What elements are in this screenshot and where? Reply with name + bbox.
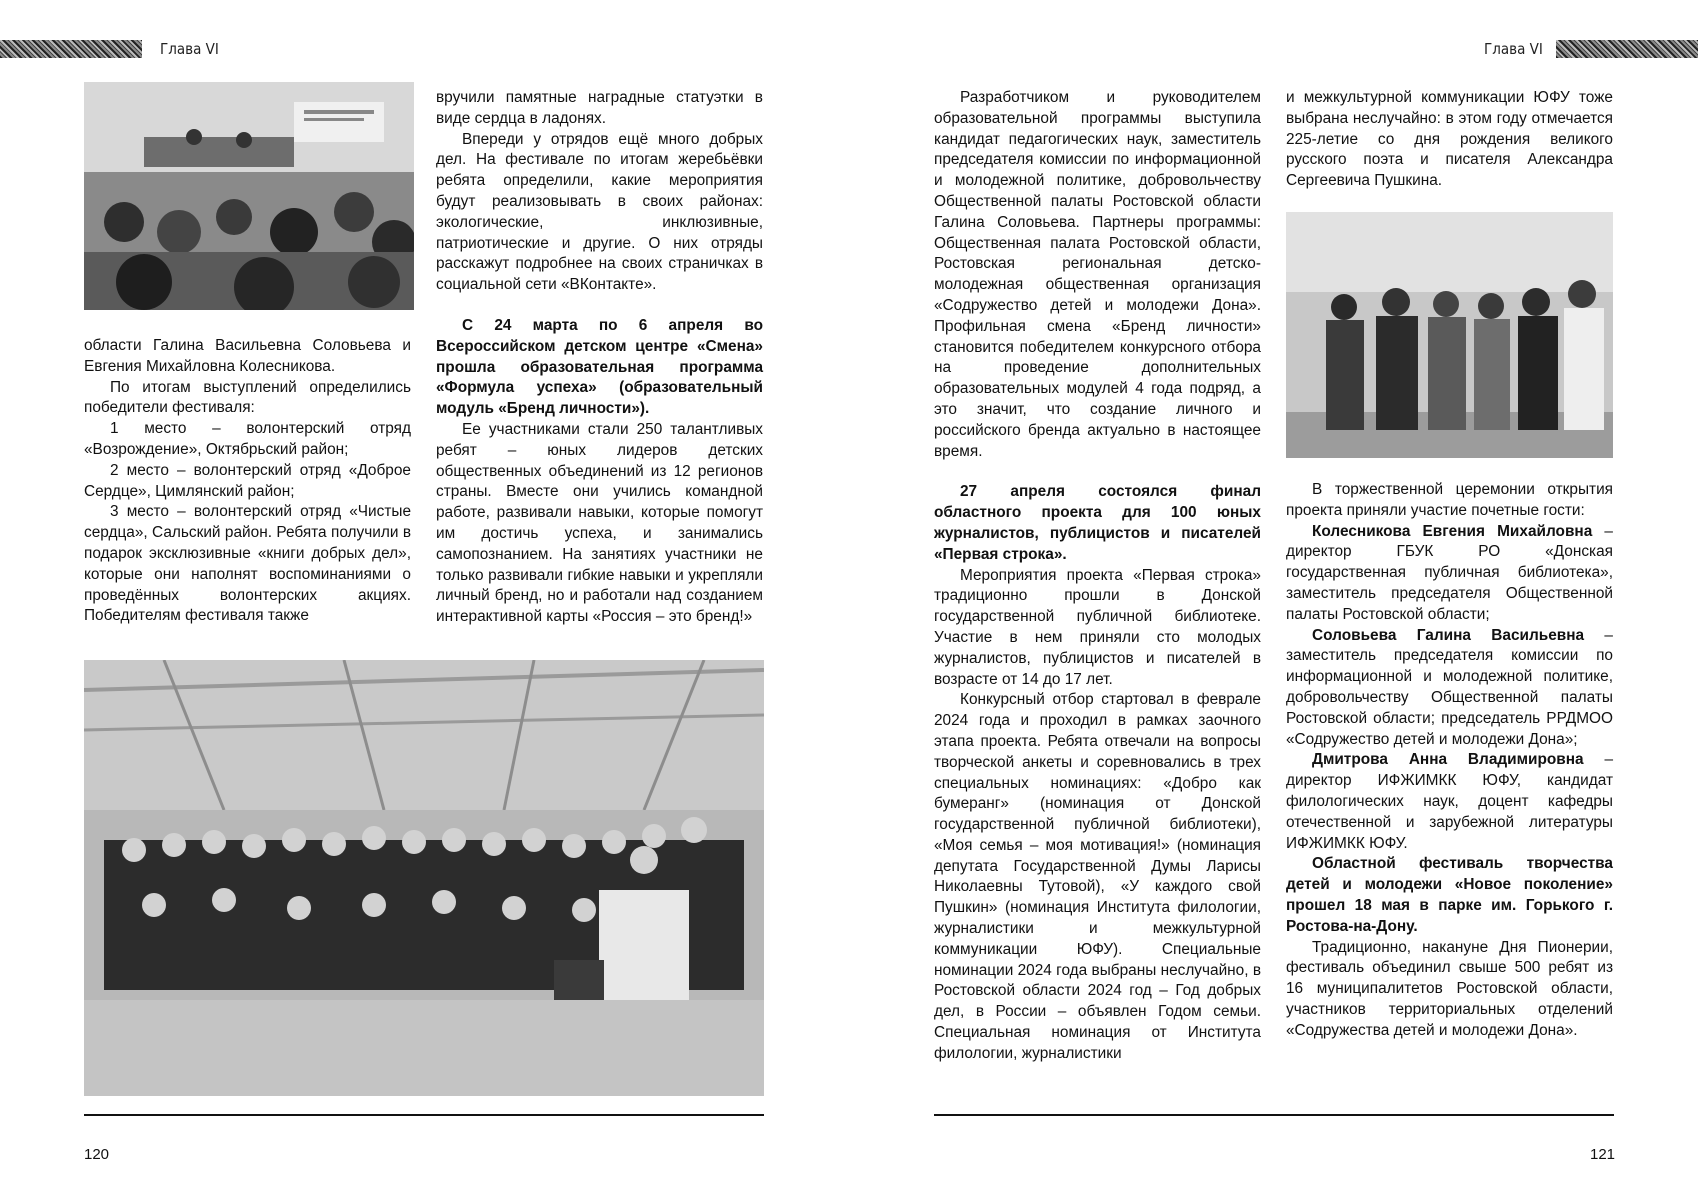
paragraph: области Галина Васильевна Соловьева и Евгения Михайловна Колесникова. [84, 337, 411, 375]
paragraph: вручили памятные наградные статуэтки в виде сердца в ладонях. [436, 89, 763, 127]
right-running-head: Глава VI [1484, 40, 1543, 58]
right-page-number: 121 [1590, 1146, 1616, 1163]
paragraph: Мероприятия проекта «Первая строка» традиционно прошли в Донской государственной публичной библиотеке. Участие в нем приняли сто молодых журналистов, публицистов и писателей в возрасте от 14 до 17 лет. [934, 566, 1261, 688]
left-page-footer-rule [84, 1114, 764, 1116]
paragraph: 2 место – волонтерский отряд «Доброе Сердце», Цимлянский район; [84, 461, 411, 500]
left-page-column-2 [436, 88, 763, 628]
paragraph: Впереди у отрядов ещё много добрых дел. На фестивале по итогам жеребьёвки ребята определили, какие мероприятия будут реализовывать в своих районах: экологические, инклюзивные, патриотические и другие. О них отряды расскажут подробнее на своих страничках в социальной сети «ВКонтакте». [436, 130, 763, 294]
guest-entry: Соловьева Галина Васильевна – заместитель председателя комиссии по информационной и молодежной политике, добровольчеству Общественной палаты Ростовской области; председатель РРДМОО «Содружество детей и молодежи Дона»; [1286, 626, 1613, 748]
right-page-footer-rule [934, 1114, 1614, 1116]
paragraph: По итогам выступлений определились победители фестиваля: [84, 378, 411, 417]
section-heading: 27 апреля состоялся финал областного проекта для 100 юных журналистов, публицистов и писателей «Первая строка». [934, 483, 1261, 563]
paragraph: 3 место – волонтерский отряд «Чистые сердца», Сальский район. Ребята получили в подарок эксклюзивные «книги добрых дел», которые они наполнят воспоминаниями о проведённых волонтерских акциях. Победителям фестиваля также [84, 503, 411, 625]
section-heading: Областной фестиваль творчества детей и молодежи «Новое поколение» прошел 18 мая в парке им. Горького г. Ростова-на-Дону. [1286, 855, 1613, 935]
group-photo-smena [84, 660, 764, 1096]
guest-entry: Дмитрова Анна Владимировна – директор ИФЖИМКК ЮФУ, кандидат филологических наук, доцент кафедры отечественной и зарубежной литературы ИФЖИМКК ЮФУ. [1286, 751, 1614, 852]
left-header-ornament [0, 40, 142, 58]
left-running-head: Глава VI [160, 40, 219, 58]
honored-guests-photo [1286, 212, 1613, 458]
left-page-column-1 [84, 336, 411, 627]
paragraph: Разработчиком и руководителем образовательной программы выступила кандидат педагогических наук, заместитель председателя комиссии по информационной и молодежной политике, добровольчеству Общественной палаты Ростовской области Галина Соловьева. Партнеры программы: Общественная палата Ростовской области, Ростовская региональная детско-молодежная общественная организация «Содружество детей и молодежи Дона». Профильная смена «Бренд личности» становится победителем конкурсного отбора на проведение дополнительных образовательных модулей 4 года подряд, а это значит, что создание личного и российского бренда актуально в настоящее время. [934, 89, 1261, 460]
right-page-column-1 [934, 88, 1261, 1065]
guest-entry: Колесникова Евгения Михайловна – директор ГБУК РО «Донская государственная публичная библиотека», заместитель председателя Общественной палаты Ростовской области; [1286, 522, 1613, 623]
paragraph: В торжественной церемонии открытия проекта приняли участие почетные гости: [1286, 480, 1613, 519]
paragraph: 1 место – волонтерский отряд «Возрождение», Октябрьский район; [84, 420, 411, 458]
paragraph: Конкурсный отбор стартовал в феврале 2024 года и проходил в рамках заочного этапа проекта. Ребята отвечали на вопросы творческой анкеты и соревновались в трех специальных номинациях: «Добро как бумеранг» (номинация от Донской государственной публичной библиотеки), «Моя семья – моя мотивация!» (номинация депутата Государственной Думы Ларисы Николаевны Тутовой), «У каждого свой Пушкин» (номинация Института филологии, журналистики и межкультурной коммуникации ЮФУ). Специальные номинации 2024 года выбраны неслучайно, в Ростовской области 2024 год – Год добрых дел, в России – объявлен Годом семьи. Специальная номинация от Института филологии, журналистики [934, 691, 1261, 1062]
paragraph: и межкультурной коммуникации ЮФУ тоже выбрана неслучайно: в этом году отмечается 225-летие со дня рождения великого русского поэта и писателя Александра Сергеевича Пушкина. [1286, 89, 1613, 190]
right-page-column-2 [1286, 88, 1613, 1042]
section-heading: С 24 марта по 6 апреля во Всероссийском детском центре «Смена» прошла образовательная программа «Формула успеха» (образовательный модуль «Бренд личности»). [436, 316, 763, 418]
left-page-number: 120 [84, 1146, 110, 1163]
right-header-ornament [1556, 40, 1698, 58]
paragraph: Традиционно, накануне Дня Пионерии, фестиваль объединил свыше 500 ребят из 16 муниципалитетов Ростовской области, участников территориальных отделений «Содружества детей и молодежи Дона». [1286, 938, 1613, 1039]
paragraph: Ее участниками стали 250 талантливых ребят – юных лидеров детских общественных объединений из 12 регионов страны. Вместе они учились командной работе, развивали навыки, которые помогут им достичь успеха, и занимались самопознанием. На занятиях участники не только развивали гибкие навыки и укрепляли личный бренд, но и работали над созданием интерактивной карты «Россия – это бренд!» [436, 420, 763, 626]
conference-hall-photo [84, 82, 414, 310]
